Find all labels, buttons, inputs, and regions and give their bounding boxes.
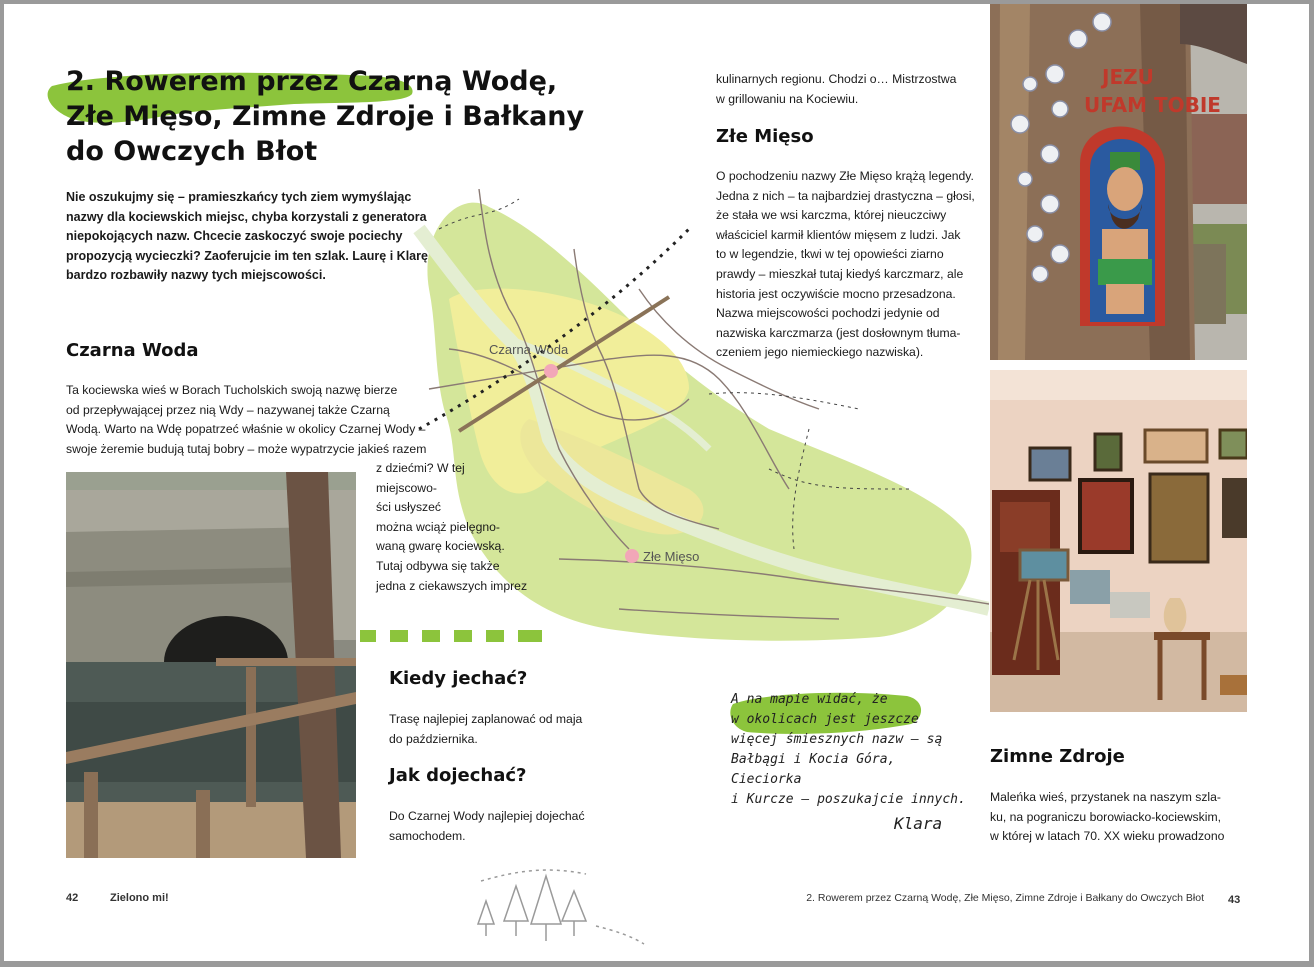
czarna-woda-line-3: Wodą. Warto na Wdę popatrzeć właśnie w okolicy Czarnej Wody – (66, 422, 426, 437)
zle-mieso-line-6: prawdy – mieszkał tutaj kiedyś karczmarz, ale (716, 266, 964, 281)
bridge-photo (66, 472, 356, 858)
title-line-1: 2. Rowerem przez Czarną Wodę, (66, 66, 558, 97)
magazine-spread (4, 4, 1309, 961)
jak-text (389, 807, 629, 846)
kiedy-line-2: do października. (389, 731, 478, 746)
czarna-woda-text-narrow (376, 459, 546, 596)
czarna-woda-text (66, 381, 446, 459)
zimne-zdroje-line-2: ku, na pograniczu borowiacko-kociewskim, (990, 809, 1221, 824)
zle-mieso-line-5: to w legendzie, tkwi w tej opowieści ziarno (716, 247, 944, 262)
zle-mieso-line-10: czeniem jego niemieckiego nazwiska). (716, 345, 924, 360)
czarna-woda-line-8: można wciąż pielęgno- (376, 519, 500, 534)
czarna-woda-line-10: Tutaj odbywa się także (376, 558, 500, 573)
note-line-5: i Kurcze – poszukajcie innych. (731, 792, 966, 807)
zle-mieso-line-2: Jedna z nich – ta najbardziej drastyczna – głosi, (716, 188, 975, 203)
map-label-zle-mieso: Złe Mięso (643, 549, 700, 564)
sign-text-line-1: JEZU (1102, 65, 1154, 89)
map-label-czarna-woda: Czarna Woda (489, 342, 569, 357)
zimne-zdroje-text (990, 788, 1250, 847)
footer-right-page-number: 43 (1228, 894, 1241, 906)
jak-line-1: Do Czarnej Wody najlepiej dojechać (389, 809, 585, 823)
czarna-woda-line-5: z dziećmi? W tej (376, 461, 465, 475)
zimne-zdroje-line-1: Maleńka wieś, przystanek na naszym szla- (990, 790, 1221, 804)
heading-zimne-zdroje: Zimne Zdroje (990, 746, 1125, 767)
page-title (66, 64, 626, 169)
title-line-3: do Owczych Błot (66, 136, 318, 167)
handwritten-note (731, 690, 971, 810)
zle-mieso-line-7: historia jest oczywiście mocno przesadzona. (716, 286, 956, 301)
czarna-woda-line-11: jedna z ciekawszych imprez (376, 578, 528, 593)
heading-kiedy-jechac: Kiedy jechać? (389, 668, 528, 689)
czarna-woda-line-9: waną gwarę kociewską. (376, 539, 505, 554)
zle-mieso-pin (625, 549, 639, 563)
title-line-2: Złe Mięso, Zimne Zdroje i Bałkany (66, 101, 585, 132)
continued-line-1: kulinarnych regionu. Chodzi o… Mistrzostwa (716, 72, 957, 86)
heading-czarna-woda: Czarna Woda (66, 340, 199, 361)
footer-right-title: 2. Rowerem przez Czarną Wodę, Złe Mięso, Zimne Zdroje i Bałkany do Owczych Błot (806, 892, 1204, 904)
intro-paragraph: Nie oszukujmy się – pramieszkańcy tych ziem wymyślając nazwy dla kociewskich miejsc, chyba korzystali z generatora niepokojących nazw. Chcecie zaskoczyć swoje pociechy propozycją wycieczki? Zaoferujcie im ten szlak. Laurę i Klarę bardzo rozbawiły nazwy tych miejscowości. (66, 190, 428, 283)
zle-mieso-line-8: Nazwa miejscowości pochodzi jedynie od (716, 306, 940, 321)
note-line-1: A na mapie widać, że (731, 692, 888, 707)
note-line-2: w okolicach jest jeszcze (731, 712, 919, 727)
jak-line-2: samochodem. (389, 828, 466, 843)
kiedy-line-1: Trasę najlepiej zaplanować od maja (389, 712, 583, 726)
heading-zle-mieso: Złe Mięso (716, 126, 814, 147)
zle-mieso-text (716, 167, 992, 363)
continued-line-2: w grillowaniu na Kociewiu. (716, 91, 859, 106)
sign-text-line-2: UFAM TOBIE (1084, 93, 1221, 117)
wooden-shrine-photo (990, 4, 1247, 360)
czarna-woda-pin (544, 364, 558, 378)
czarna-woda-line-6: miejscowo- (376, 480, 437, 495)
zle-mieso-line-9: nazwiska karczmarza (jest dosłownym tłuma- (716, 325, 961, 340)
czarna-woda-line-7: ści usłyszeć (376, 500, 442, 515)
note-signature: Klara (894, 814, 943, 833)
kiedy-text (389, 710, 629, 749)
zle-mieso-line-4: właściciel karmił klientów mięsem z ludzi. Jak (716, 227, 961, 242)
czarna-woda-line-4: swoje żeremie budują tutaj bobry – może wypatrzycie jakieś razem (66, 441, 427, 456)
heading-jak-dojechac: Jak dojechać? (389, 765, 527, 786)
zle-mieso-line-1: O pochodzeniu nazwy Złe Mięso krążą legendy. (716, 169, 974, 183)
zle-mieso-line-3: że stała we wsi karczma, której nieuczciwy (716, 208, 947, 223)
zimne-zdroje-line-3: w której w latach 70. XX wieku prowadzono (990, 829, 1225, 844)
gallery-interior-photo (990, 370, 1247, 712)
note-line-3: więcej śmiesznych nazw – są (731, 732, 943, 747)
trees-doodle (476, 866, 646, 946)
czarna-woda-line-1: Ta kociewska wieś w Borach Tucholskich swoją nazwę bierze (66, 383, 398, 397)
continued-text (716, 70, 986, 109)
czarna-woda-line-2: od przepływającej przez nią Wdy – nazywanej także Czarną (66, 402, 390, 417)
footer-left-title: Zielono mi! (110, 892, 169, 904)
footer-left-page-number: 42 (66, 892, 79, 904)
note-line-4: Bałbągi i Kocia Góra, Cieciorka (731, 752, 896, 787)
